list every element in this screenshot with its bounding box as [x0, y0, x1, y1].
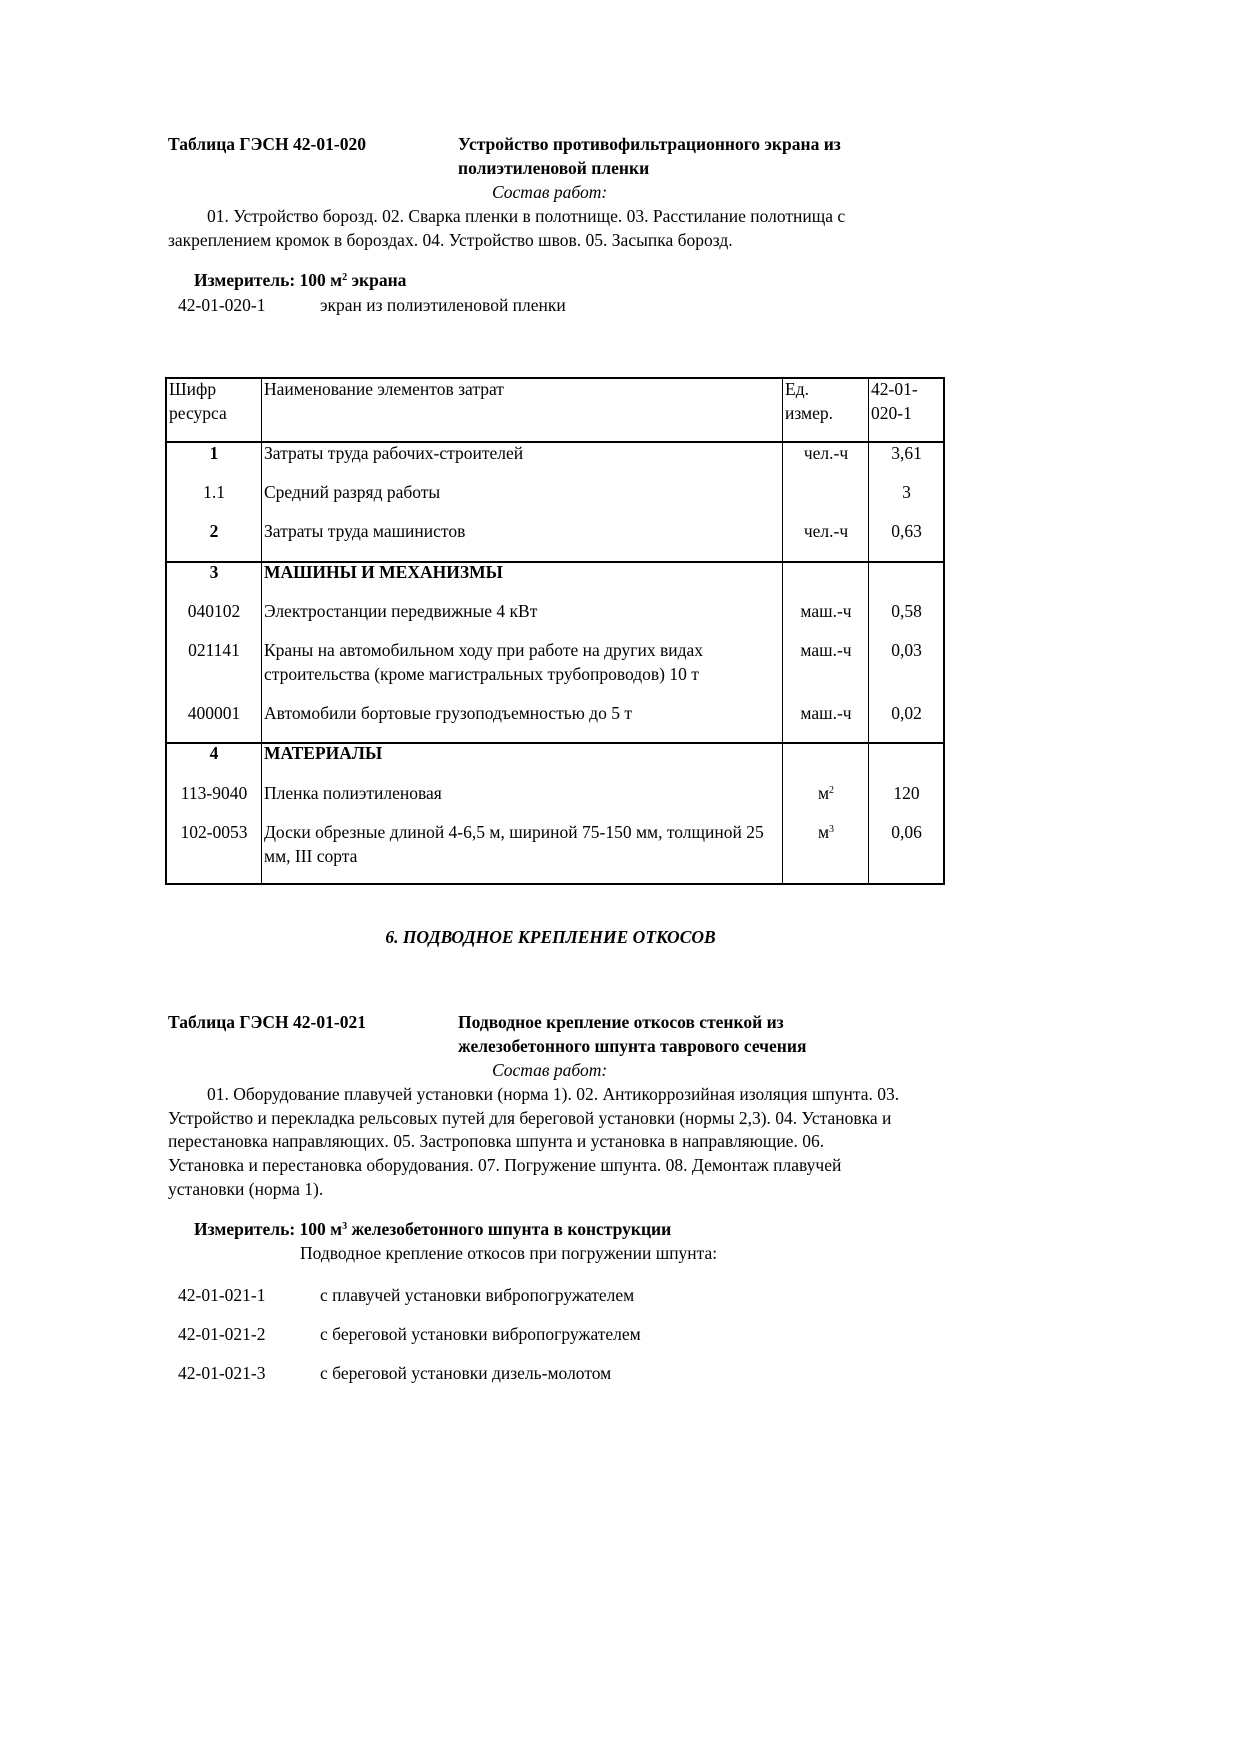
row-name: Доски обрезные длиной 4-6,5 м, шириной 75-150 мм, толщиной 25 мм, III сорта — [264, 822, 764, 866]
row-code: 4 — [209, 743, 219, 763]
row-unit: маш.-ч — [800, 640, 852, 660]
header-name: Наименование элементов затрат — [264, 379, 504, 399]
row-code: 113-9040 — [180, 783, 248, 803]
table2-code-desc: с береговой установки дизель-молотом — [320, 1363, 612, 1383]
row-code: 1.1 — [203, 482, 225, 502]
table2-works-line3: перестановка направляющих. 05. Застроповка шпунта и установка в направляющие. 06. — [168, 1131, 825, 1151]
row-unit: $м^2$ — [817, 783, 835, 803]
table1-label: Таблица ГЭСН 42-01-020 — [168, 134, 366, 154]
table-divider — [868, 379, 869, 883]
row-value: 0,03 — [891, 640, 922, 660]
header-code: Шифр ресурса — [169, 379, 227, 423]
row-code: 040102 — [187, 601, 241, 621]
resource-table — [165, 377, 945, 885]
table2-works-line5: установки (норма 1). — [168, 1179, 324, 1199]
table-divider — [782, 379, 783, 883]
row-value: 0,02 — [891, 703, 922, 723]
row-name: Средний разряд работы — [264, 482, 441, 502]
row-code: 400001 — [187, 703, 241, 723]
table2-code-desc: с плавучей установки вибропогружателем — [320, 1285, 635, 1305]
header-unit: Ед. измер. — [785, 379, 833, 423]
row-value: 3,61 — [891, 443, 922, 463]
row-unit: чел.-ч — [803, 443, 849, 463]
table2-code: 42-01-021-2 — [178, 1324, 266, 1344]
row-unit: чел.-ч — [803, 521, 849, 541]
row-code: 2 — [209, 521, 219, 541]
table2-works-line1: 01. Оборудование плавучей установки (норма 1). 02. Антикоррозийная изоляция шпунта. 03. — [207, 1084, 900, 1104]
table1-works-line1: 01. Устройство борозд. 02. Сварка пленки в полотнище. 03. Расстилание полотнища с — [207, 206, 846, 226]
table1-code-desc: экран из полиэтиленовой пленки — [320, 295, 566, 315]
table2-works-line4: Установка и перестановка оборудования. 07. Погружение шпунта. 08. Демонтаж плавучей — [168, 1155, 842, 1175]
row-code: 021141 — [188, 640, 240, 660]
table2-label: Таблица ГЭСН 42-01-021 — [168, 1012, 366, 1032]
row-unit: маш.-ч — [800, 601, 852, 621]
table2-meter: Измеритель: 100 $м^3$ железобетонного шпунта в конструкции — [194, 1219, 672, 1239]
row-name: Краны на автомобильном ходу при работе на других видах строительства (кроме магистральных трубопроводов) 10 т — [264, 640, 704, 684]
row-value: 120 — [893, 783, 920, 803]
table2-code: 42-01-021-1 — [178, 1285, 266, 1305]
table1-title-line2: полиэтиленовой пленки — [458, 158, 650, 178]
row-code: 3 — [209, 562, 219, 582]
table1-meter: Измеритель: 100 $м^2$ экрана — [194, 270, 407, 290]
header-value: 42-01- 020-1 — [871, 379, 918, 423]
table2-title-line1: Подводное крепление откосов стенкой из — [458, 1012, 784, 1032]
row-name: МАТЕРИАЛЫ — [264, 743, 383, 763]
row-name: Электростанции передвижные 4 кВт — [264, 601, 538, 621]
table1-sostav: Состав работ: — [492, 182, 608, 202]
table2-subheading: Подводное крепление откосов при погружении шпунта: — [300, 1243, 718, 1263]
row-value: 0,06 — [891, 822, 922, 842]
table1-title-line1: Устройство противофильтрационного экрана из — [458, 134, 841, 154]
table2-title-line2: железобетонного шпунта таврового сечения — [458, 1036, 807, 1056]
section-heading: 6. ПОДВОДНОЕ КРЕПЛЕНИЕ ОТКОСОВ — [385, 927, 716, 947]
row-code: 1 — [209, 443, 219, 463]
row-code: 102-0053 — [180, 822, 248, 842]
row-name: Автомобили бортовые грузоподъемностью до 5 т — [264, 703, 632, 723]
table2-sostav: Состав работ: — [492, 1060, 608, 1080]
row-name: Затраты труда рабочих-строителей — [264, 443, 524, 463]
table1-code: 42-01-020-1 — [178, 295, 266, 315]
table2-works-line2: Устройство и перекладка рельсовых путей для береговой установки (нормы 2,3). 04. Установка и — [168, 1108, 892, 1128]
table2-code: 42-01-021-3 — [178, 1363, 266, 1383]
row-value: 0,58 — [891, 601, 922, 621]
table2-code-desc: с береговой установки вибропогружателем — [320, 1324, 641, 1344]
row-value: 3 — [902, 482, 911, 502]
row-unit: маш.-ч — [800, 703, 852, 723]
row-unit: $м^3$ — [817, 822, 835, 842]
row-name: Затраты труда машинистов — [264, 521, 466, 541]
table1-works-line2: закреплением кромок в бороздах. 04. Устройство швов. 05. Засыпка борозд. — [168, 230, 733, 250]
row-value: 0,63 — [891, 521, 922, 541]
row-name: МАШИНЫ И МЕХАНИЗМЫ — [264, 562, 503, 582]
table-divider — [261, 379, 262, 883]
row-name: Пленка полиэтиленовая — [264, 783, 442, 803]
